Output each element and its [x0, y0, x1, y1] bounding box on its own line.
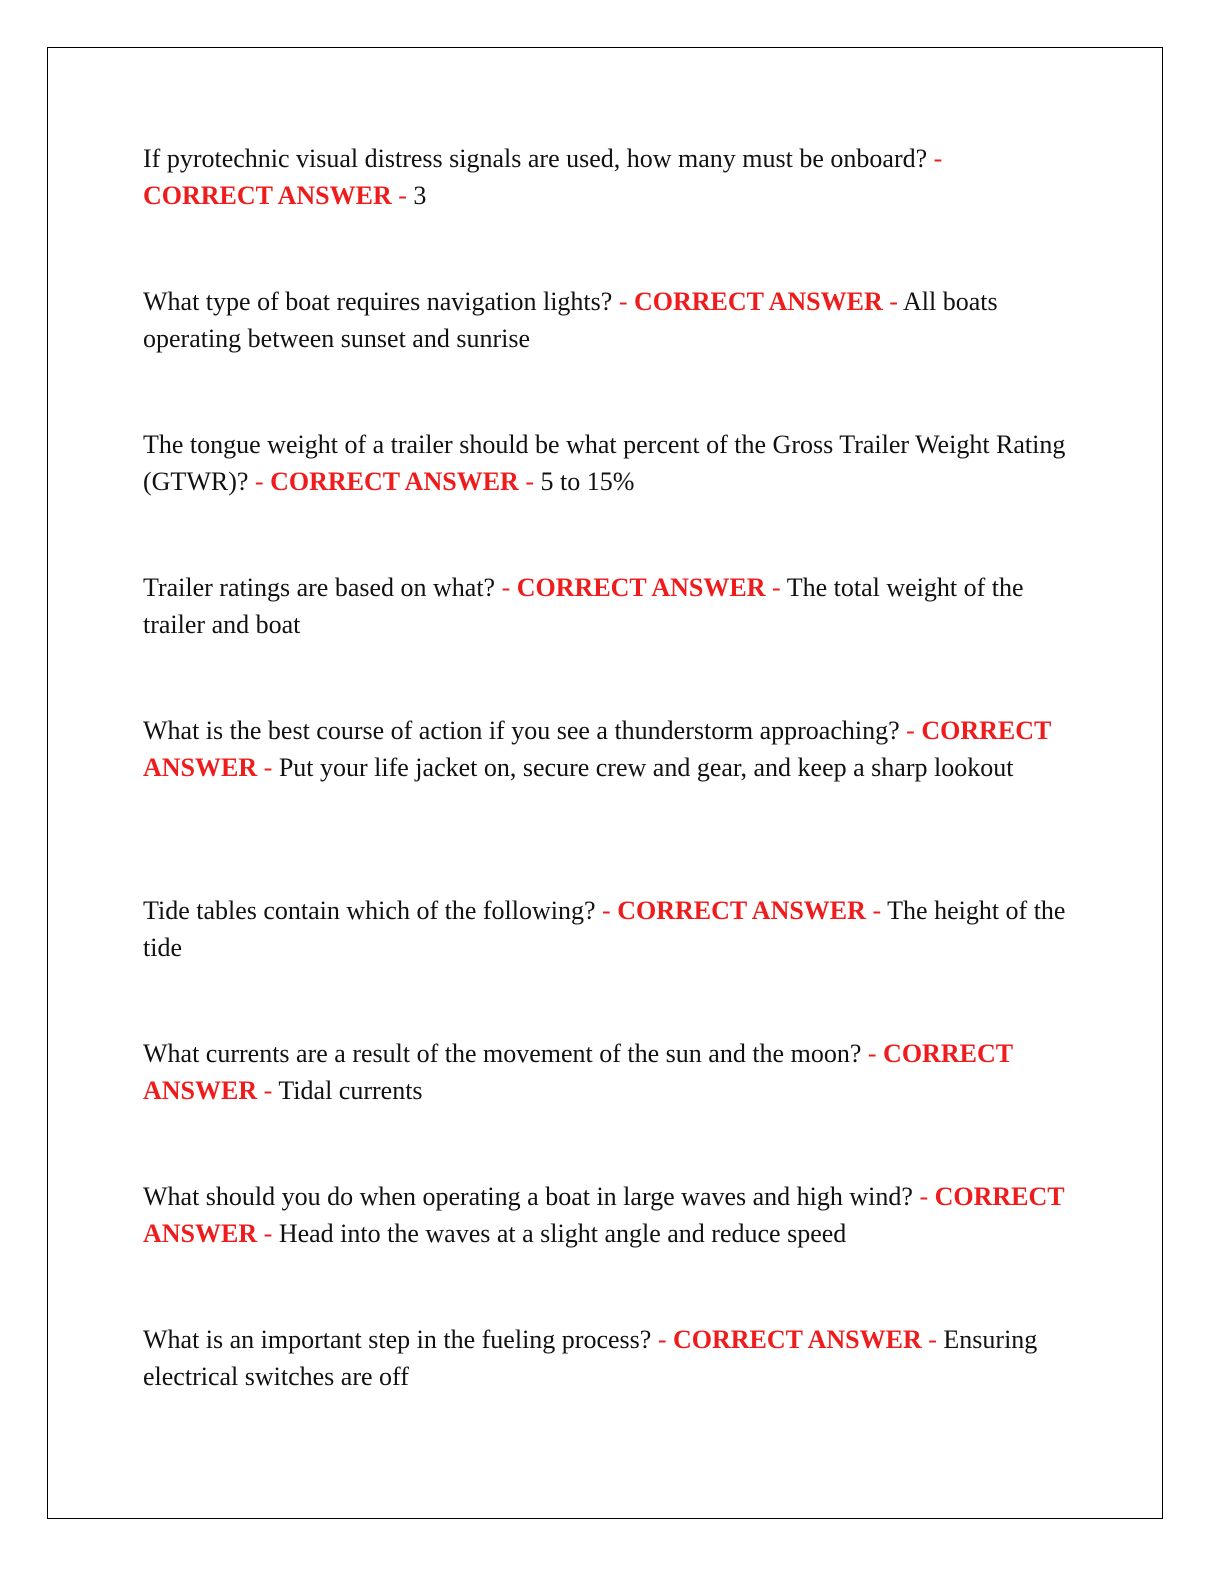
answer-text: Head into the waves at a slight angle and reduce speed	[278, 1219, 847, 1248]
answer-separator: -	[928, 1325, 937, 1354]
qa-list	[143, 140, 1073, 1464]
question-text: What should you do when operating a boat in large waves and high wind?	[143, 1182, 913, 1211]
answer-text: Put your life jacket on, secure crew and gear, and keep a sharp lookout	[278, 753, 1014, 782]
answer-text: Tidal currents	[278, 1076, 423, 1105]
answer-text: All boats operating between sunset and sunrise	[143, 287, 998, 353]
answer-label: CORRECT ANSWER	[617, 896, 866, 925]
answer-text: Ensuring electrical switches are off	[143, 1325, 1038, 1391]
answer-text: The total weight of the trailer and boat	[143, 573, 1024, 639]
answer-separator: -	[889, 287, 898, 316]
qa-item	[143, 569, 1073, 643]
question-text: What currents are a result of the movement of the sun and the moon?	[143, 1039, 862, 1068]
qa-item	[143, 1035, 1073, 1109]
qa-item	[143, 1321, 1073, 1395]
answer-separator: -	[263, 753, 273, 782]
answer-label: CORRECT ANSWER	[516, 573, 766, 602]
answer-separator: -	[263, 1076, 273, 1105]
qa-item	[143, 426, 1073, 500]
answer-separator: -	[772, 573, 781, 602]
answer-text: 3	[413, 181, 427, 210]
question-text: If pyrotechnic visual distress signals are used, how many must be onboard?	[143, 144, 928, 173]
answer-separator: -	[501, 573, 511, 602]
answer-separator: -	[872, 896, 882, 925]
qa-item	[143, 140, 1073, 214]
qa-item	[143, 712, 1073, 823]
question-text: What type of boat requires navigation lights?	[143, 287, 613, 316]
answer-label: CORRECT ANSWER	[143, 181, 392, 210]
answer-label: CORRECT ANSWER	[143, 716, 1051, 782]
answer-label: CORRECT ANSWER	[633, 287, 883, 316]
qa-item	[143, 1178, 1073, 1252]
answer-label: CORRECT ANSWER	[143, 1039, 1013, 1105]
question-text: What is an important step in the fueling process?	[143, 1325, 652, 1354]
question-text: The tongue weight of a trailer should be what percent of the Gross Trailer Weight Rating (GTWR)?	[143, 430, 1066, 496]
qa-item	[143, 283, 1073, 357]
answer-label: CORRECT ANSWER	[672, 1325, 922, 1354]
answer-separator: -	[906, 716, 915, 745]
answer-separator: -	[933, 144, 943, 173]
answer-separator: -	[398, 181, 407, 210]
qa-item	[143, 892, 1073, 966]
question-text: Trailer ratings are based on what?	[143, 573, 496, 602]
answer-label: CORRECT ANSWER	[143, 1182, 1065, 1248]
answer-separator: -	[618, 287, 628, 316]
answer-text: 5 to 15%	[540, 467, 635, 496]
answer-separator: -	[602, 896, 611, 925]
question-text: Tide tables contain which of the following?	[143, 896, 596, 925]
answer-label: CORRECT ANSWER	[270, 467, 519, 496]
answer-separator: -	[254, 467, 264, 496]
answer-text: The height of the tide	[143, 896, 1066, 962]
answer-separator: -	[263, 1219, 273, 1248]
answer-separator: -	[867, 1039, 877, 1068]
answer-separator: -	[525, 467, 534, 496]
question-text: What is the best course of action if you see a thunderstorm approaching?	[143, 716, 900, 745]
answer-separator: -	[657, 1325, 667, 1354]
answer-separator: -	[919, 1182, 929, 1211]
